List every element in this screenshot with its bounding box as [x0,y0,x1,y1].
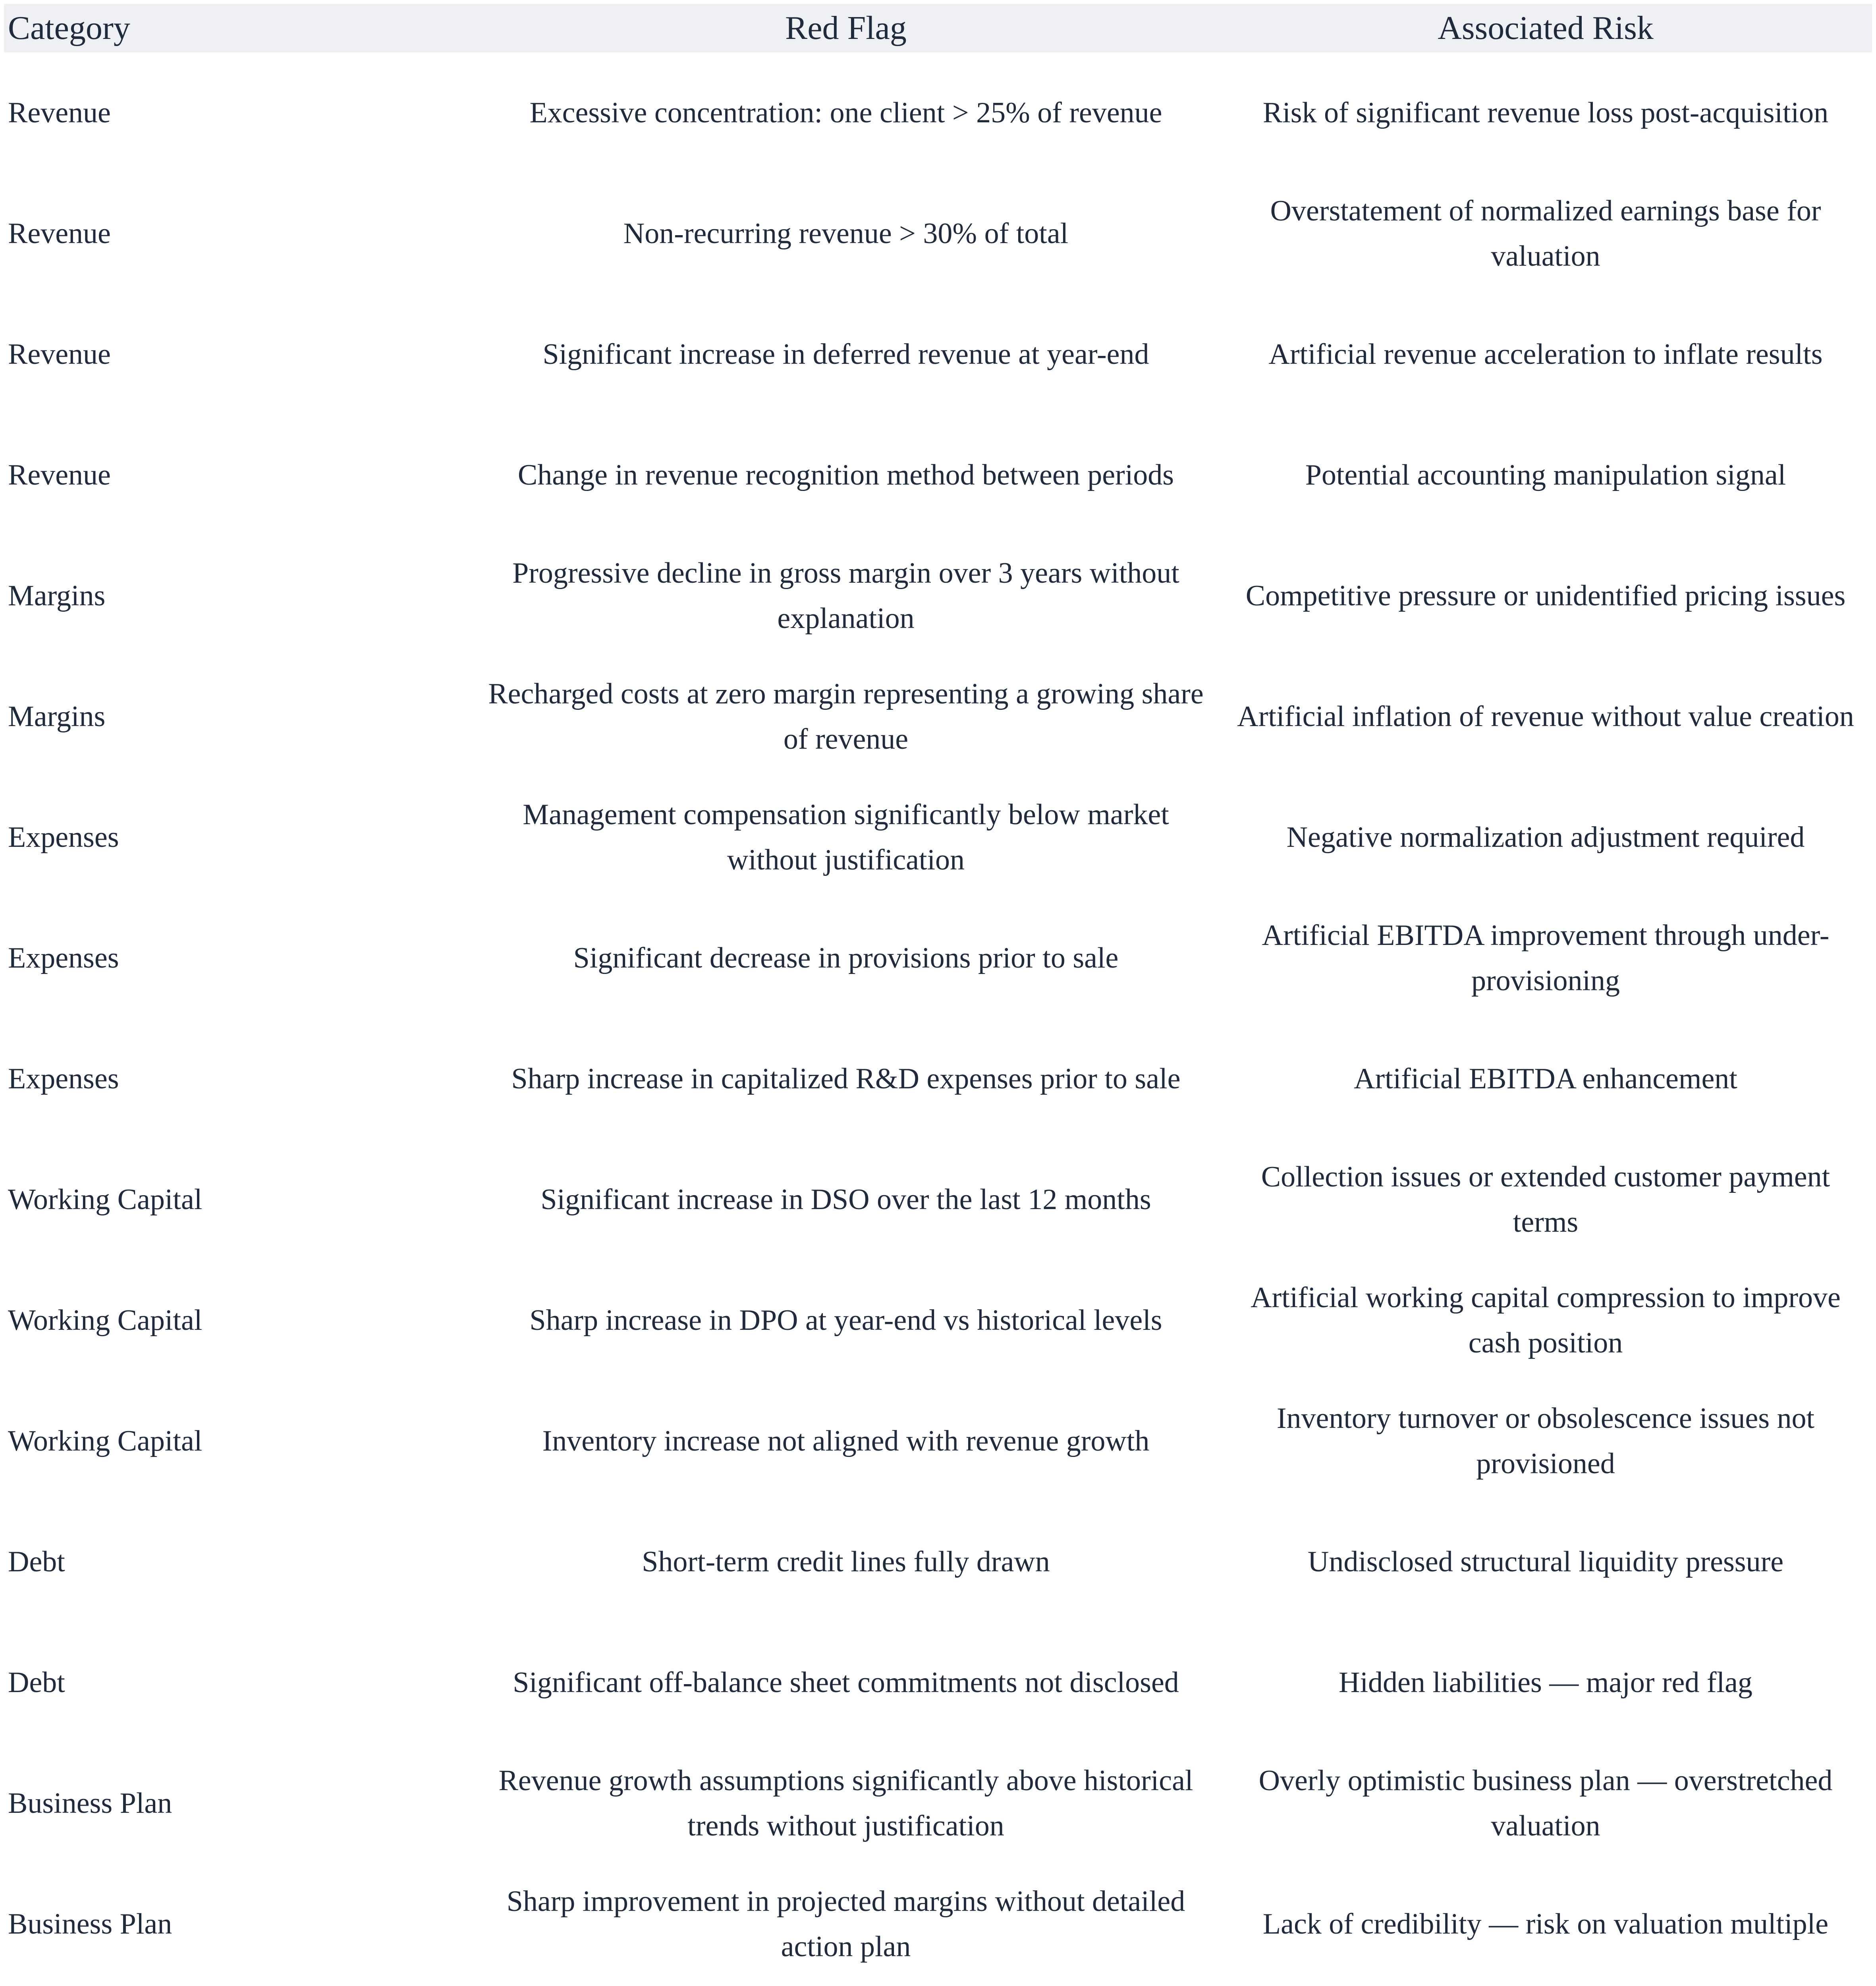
category-cell: Working Capital [8,1304,203,1337]
header-category: Category [8,10,130,46]
category-cell: Expenses [8,1063,119,1095]
risk-cell: Lack of credibility — risk on valuation multiple [1262,1908,1829,1940]
risk-cell: Hidden liabilities — major red flag [1339,1666,1752,1699]
risk-cell: Potential accounting manipulation signal [1305,459,1786,491]
category-cell: Expenses [8,821,119,854]
risk-cell: Overstatement of normalized earnings base for valuation [1270,195,1821,272]
header-row [4,4,1872,52]
risk-cell: Artificial revenue acceleration to inflate results [1268,338,1823,371]
red-flag-cell: Sharp increase in DPO at year-end vs historical levels [529,1304,1162,1337]
table-row [4,415,1872,535]
category-cell: Business Plan [8,1908,172,1940]
header-associated-risk: Associated Risk [1438,10,1654,46]
table-row [4,898,1872,1018]
category-cell: Working Capital [8,1425,203,1457]
category-cell: Revenue [8,338,111,371]
category-cell: Revenue [8,97,111,129]
red-flag-cell: Significant increase in DSO over the last 12 months [540,1183,1151,1216]
risk-cell: Risk of significant revenue loss post-acquisition [1262,97,1829,129]
risk-cell: Artificial working capital compression to improve cash position [1251,1281,1841,1359]
risk-cell: Inventory turnover or obsolescence issues not provisioned [1276,1402,1815,1480]
red-flag-cell: Significant decrease in provisions prior to sale [573,942,1119,974]
risk-cell: Undisclosed structural liquidity pressure [1307,1546,1784,1578]
category-cell: Business Plan [8,1787,172,1820]
table-row [4,1501,1872,1622]
red-flag-cell: Revenue growth assumptions significantly above historical trends without justification [498,1764,1193,1842]
table-row [4,777,1872,898]
table-row [4,1864,1872,1984]
table-row [4,1743,1872,1864]
red-flag-cell: Significant off-balance sheet commitments not disclosed [513,1666,1179,1699]
category-cell: Margins [8,580,106,612]
red-flag-cell: Excessive concentration: one client > 25% of revenue [529,97,1162,129]
risk-cell: Artificial inflation of revenue without value creation [1237,700,1854,733]
category-cell: Revenue [8,217,111,250]
risk-cell: Overly optimistic business plan — overstretched valuation [1258,1764,1833,1842]
red-flag-cell: Management compensation significantly below market without justification [523,798,1169,876]
table-row [4,173,1872,294]
table-row [4,535,1872,656]
red-flag-cell: Sharp improvement in projected margins without detailed action plan [506,1885,1185,1963]
table-header [4,4,1872,52]
table-row [4,1984,1872,1986]
table-row [4,1018,1872,1139]
header-red-flag: Red Flag [785,10,907,46]
red-flag-cell: Change in revenue recognition method between periods [517,459,1174,491]
red-flag-cell: Recharged costs at zero margin representing a growing share of revenue [488,678,1204,755]
red-flag-cell: Progressive decline in gross margin over 3 years without explanation [512,557,1179,635]
category-cell: Revenue [8,459,111,491]
category-cell: Debt [8,1666,65,1699]
table-row [4,1260,1872,1381]
table-row [4,1139,1872,1260]
category-cell: Expenses [8,942,119,974]
category-cell [4,1984,473,1986]
risk-cell [1219,1984,1872,1986]
red-flag-cell: Short-term credit lines fully drawn [642,1546,1050,1578]
category-cell: Margins [8,700,106,733]
red-flags-table [4,4,1872,1986]
red-flag-cell: Inventory increase not aligned with revenue growth [542,1425,1150,1457]
red-flag-cell: Non-recurring revenue > 30% of total [623,217,1069,250]
table-row [4,1381,1872,1501]
risk-cell: Collection issues or extended customer payment terms [1261,1161,1830,1238]
red-flag-cell [473,1984,1219,1986]
category-cell: Working Capital [8,1183,203,1216]
red-flag-cell: Sharp increase in capitalized R&D expenses prior to sale [511,1063,1181,1095]
table-row [4,52,1872,173]
red-flag-cell: Significant increase in deferred revenue at year-end [542,338,1149,371]
risk-cell: Artificial EBITDA improvement through under-provisioning [1262,919,1830,997]
risk-cell: Competitive pressure or unidentified pricing issues [1245,580,1846,612]
risk-cell: Artificial EBITDA enhancement [1354,1063,1737,1095]
category-cell: Debt [8,1546,65,1578]
table-body [4,52,1872,1986]
risk-cell: Negative normalization adjustment required [1286,821,1805,854]
table-row [4,294,1872,415]
table-row [4,1622,1872,1743]
table-row [4,656,1872,777]
